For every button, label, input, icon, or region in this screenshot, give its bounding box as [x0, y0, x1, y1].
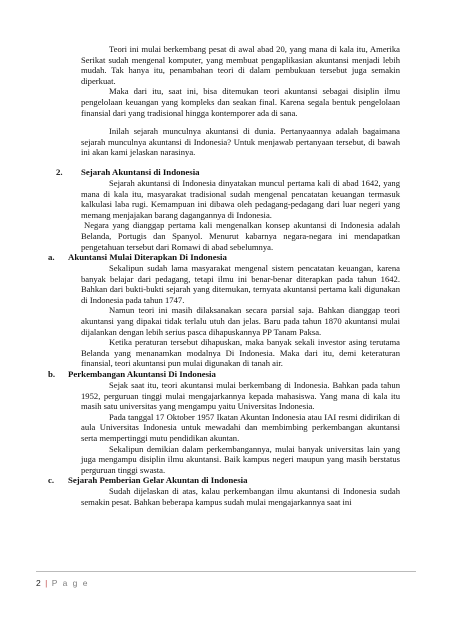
subsection-b-paragraph-1: Sejak saat itu, teori akuntansi mulai berkembang di Indonesia. Bahkan pada tahun 1952, perguruan tinggi mulai mengajarkannya kepada mahasiswa. Yang mana di kala itu masih satu universitas yang mengampu yaitu Universitas Indonesia.: [81, 380, 400, 412]
page-number: 2: [36, 578, 41, 588]
footer-separator: |: [45, 578, 48, 588]
spacer: [81, 118, 400, 126]
subsection-c-paragraph-1: Sudah dijelaskan di atas, kalau perkembangan ilmu akuntansi di Indonesia sudah semakin pesat. Bahkan beberapa kampus sudah mulai mengajarkannya saat ini: [81, 486, 400, 507]
subsection-c-title: Sejarah Pemberian Gelar Akuntan di Indonesia: [68, 475, 248, 486]
intro-paragraph-2: Maka dari itu, saat ini, bisa ditemukan teori akuntansi sebagai disiplin ilmu pengelolaan keuangan yang kompleks dan seakan final. Karena segala bentuk pengelolaan finansial dari yang tradisional hingga kontemporer ada di sana.: [81, 86, 400, 118]
section-2-heading: [56, 166, 400, 178]
subsection-a-letter: a.: [48, 252, 55, 263]
section-2-number: 2.: [56, 166, 63, 177]
footer-rule: [36, 571, 416, 572]
subsection-a-paragraph-3: Ketika peraturan tersebut dihapuskan, maka banyak sekali investor asing terutama Belanda yang menanamkan modalnya Di Indonesia. Maka dari itu, demi keteraturan finansial, teori akuntansi pun mulai digunakan di tanah air.: [81, 337, 400, 369]
subsection-b-paragraph-3: Sekalipun demikian dalam perkembangannya, mulai banyak universitas lain yang juga mengampu disiplin ilmu akuntansi. Baik kampus negeri maupun yang masih berstatus perguruan tinggi swasta.: [81, 443, 400, 475]
subsection-a-heading: [48, 252, 400, 263]
subsection-a-paragraph-2: Namun teori ini masih dilaksanakan secara parsial saja. Bahkan dianggap teori akuntansi yang dipakai tidak terlalu utuh dan jelas. Baru pada tahun 1870 akuntansi mulai dijalankan dengan lebih serius pasca dihapuskannya PP Tanam Paksa.: [81, 305, 400, 337]
section-2-paragraph-2: Negara yang dianggap pertama kali mengenalkan konsep akuntansi di Indonesia adalah Belanda, Portugis dan Spanyol. Menurut kabarnya negara-negara ini mendapatkan pengetahuan tersebut dari Romawi di abad sebelumnya.: [81, 220, 400, 252]
section-2-title: Sejarah Akuntansi di Indonesia: [81, 166, 200, 177]
page-label: P a g e: [51, 578, 89, 588]
subsection-b-heading: [48, 369, 400, 380]
intro-paragraph-1: Teori ini mulai berkembang pesat di awal abad 20, yang mana di kala itu, Amerika Serikat sudah mengenal komputer, yang membuat pengaplikasian akuntansi menjadi lebih mudah. Tak hanya itu, penambahan teori di dalam pembukuan tersebut juga semakin diperkuat.: [81, 44, 400, 86]
subsection-a-paragraph-1: Sekalipun sudah lama masyarakat mengenal sistem pencatatan keuangan, karena banyak belajar dari pedagang, tetapi ilmu ini benar-benar diterapkan pada tahun 1642. Bahkan dari bukti-bukti sejarah yang ditemukan, ternyata akuntansi pertama kali digunakan di Indonesia pada tahun 1747.: [81, 263, 400, 305]
subsection-c-heading: [48, 475, 400, 486]
page-footer: [36, 578, 89, 588]
page-body: [48, 44, 400, 508]
subsection-b-letter: b.: [48, 369, 56, 380]
subsection-c-letter: c.: [48, 475, 55, 486]
subsection-b-title: Perkembangan Akuntansi Di Indonesia: [68, 369, 216, 380]
subsection-a-title: Akuntansi Mulai Diterapkan Di Indonesia: [68, 252, 227, 263]
subsection-b-paragraph-2: Pada tanggal 17 Oktober 1957 Ikatan Akuntan Indonesia atau IAI resmi didirikan di aula Universitas Indonesia untuk mewadahi dan membimbing perkembangan akuntansi serta mempertinggi mutu pendidikan akuntan.: [81, 411, 400, 443]
spacer: [81, 158, 400, 167]
section-2-paragraph-1: Sejarah akuntansi di Indonesia dinyatakan muncul pertama kali di abad 1642, yang mana di kala itu, masyarakat tradisional sudah mengenal pencatatan keuangan termasuk kalkulasi laba rugi. Kemampuan ini dibawa oleh pedagang-pedagang dari luar negeri yang memang menjajakan barang dagangannya di Indonesia.: [81, 177, 400, 220]
intro-paragraph-3: Inilah sejarah munculnya akuntansi di dunia. Pertanyaannya adalah bagaimana sejarah munculnya akuntansi di Indonesia? Untuk menjawab pertanyaan tersebut, di bawah ini akan kami jelaskan narasinya.: [81, 126, 400, 158]
